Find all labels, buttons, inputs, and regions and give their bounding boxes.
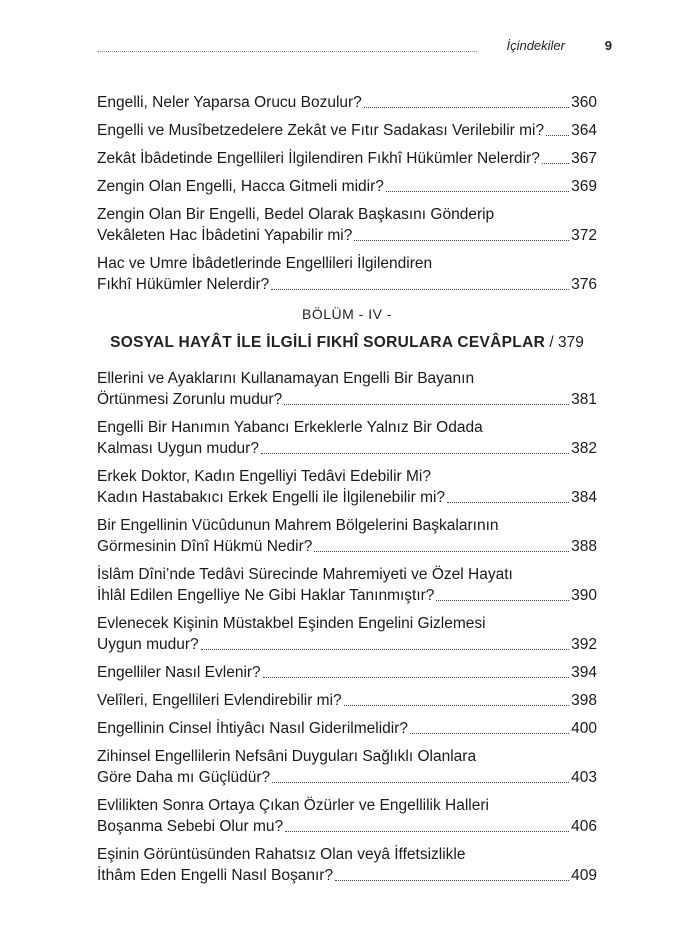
toc-entry-text: Engellinin Cinsel İhtiyâcı Nasıl Giderilmelidir? (97, 720, 408, 737)
toc-entry-text: Evlilikten Sonra Ortaya Çıkan Özürler ve Engellilik Halleri (97, 797, 489, 814)
toc-entry-last-line (97, 634, 597, 655)
toc-entry[interactable] (97, 92, 597, 113)
dot-leader (314, 551, 569, 552)
toc-page-number: 369 (571, 178, 597, 195)
toc-entry-text: Boşanma Sebebi Olur mu? (97, 818, 284, 835)
toc-entry[interactable] (97, 515, 597, 557)
toc-entry-last-line (97, 438, 597, 459)
toc-entry[interactable] (97, 466, 597, 508)
dot-leader (354, 240, 569, 241)
toc-page-number: 392 (571, 636, 597, 653)
toc-page-number: 390 (571, 587, 597, 604)
toc-entry-text: Erkek Doktor, Kadın Engelliyi Tedâvi Edebilir Mi? (97, 468, 431, 485)
toc-entry-last-line (97, 225, 597, 246)
toc-entry-text: Örtünmesi Zorunlu mudur? (97, 391, 283, 408)
toc-entry-text: Vekâleten Hac İbâdetini Yapabilir mi? (97, 227, 353, 244)
toc-entry-text: Kadın Hastabakıcı Erkek Engelli ile İlgilenebilir mi? (97, 489, 446, 506)
toc-entry-last-line (97, 585, 597, 606)
toc-entry[interactable] (97, 417, 597, 459)
dot-leader (261, 453, 569, 454)
toc-page-number: 360 (571, 94, 597, 111)
toc-entry-last-line (97, 176, 597, 197)
toc-entry-last-line (97, 274, 597, 295)
dot-leader (546, 135, 569, 136)
toc-entry-text: Zengin Olan Bir Engelli, Bedel Olarak Başkasını Gönderip (97, 206, 495, 223)
toc-entry-text: Kalması Uygun mudur? (97, 440, 259, 457)
toc-entry-last-line (97, 718, 597, 739)
toc-entry[interactable] (97, 718, 597, 739)
toc-page-number: 381 (571, 391, 597, 408)
dot-leader (447, 502, 569, 503)
toc-entry-text: Engelliler Nasıl Evlenir? (97, 664, 261, 681)
toc-list-part-a (97, 92, 597, 302)
header-dotted-rule (97, 51, 477, 52)
dot-leader (542, 163, 569, 164)
toc-entry-last-line (97, 148, 597, 169)
toc-page-number: 406 (571, 818, 597, 835)
section-title: SOSYAL HAYÂT İLE İLGİLİ FIKHÎ SORULARA CEVÂPLAR (110, 334, 546, 351)
toc-entry[interactable] (97, 795, 597, 837)
dot-leader (436, 600, 569, 601)
toc-entry-text: Zengin Olan Engelli, Hacca Gitmeli midir? (97, 178, 384, 195)
toc-page-number: 403 (571, 769, 597, 786)
toc-entry[interactable] (97, 690, 597, 711)
toc-entry[interactable] (97, 844, 597, 886)
toc-entry-last-line (97, 690, 597, 711)
toc-entry[interactable] (97, 253, 597, 295)
page-number: 9 (604, 38, 612, 53)
dot-leader (272, 782, 569, 783)
toc-entry[interactable] (97, 120, 597, 141)
toc-entry-text: İhlâl Edilen Engelliye Ne Gibi Haklar Tanınmıştır? (97, 587, 435, 604)
dot-leader (364, 107, 569, 108)
section-heading (97, 334, 597, 352)
toc-entry[interactable] (97, 613, 597, 655)
dot-leader (284, 404, 569, 405)
toc-entry[interactable] (97, 176, 597, 197)
toc-entry-last-line (97, 536, 597, 557)
toc-page-number: 364 (571, 122, 597, 139)
dot-leader (263, 677, 569, 678)
toc-page-number: 400 (571, 720, 597, 737)
toc-entry[interactable] (97, 662, 597, 683)
dot-leader (344, 705, 569, 706)
toc-list-part-b (97, 368, 597, 893)
dot-leader (271, 289, 569, 290)
toc-page-number: 372 (571, 227, 597, 244)
dot-leader (335, 880, 569, 881)
toc-entry-text: Zekât İbâdetinde Engellileri İlgilendiren Fıkhî Hükümler Nelerdir? (97, 150, 540, 167)
dot-leader (410, 733, 569, 734)
header-title: İçindekiler (506, 38, 565, 53)
toc-entry-text: Uygun mudur? (97, 636, 199, 653)
toc-page-number: 367 (571, 150, 597, 167)
toc-page-number: 388 (571, 538, 597, 555)
toc-entry-last-line (97, 767, 597, 788)
toc-entry-last-line (97, 120, 597, 141)
toc-page-number: 398 (571, 692, 597, 709)
toc-page-number: 394 (571, 664, 597, 681)
toc-entry-last-line (97, 487, 597, 508)
toc-entry-text: Bir Engellinin Vücûdunun Mahrem Bölgelerini Başkalarının (97, 517, 499, 534)
section-label: BÖLÜM - IV - (301, 306, 392, 322)
toc-entry-text: İthâm Eden Engelli Nasıl Boşanır? (97, 867, 334, 884)
toc-entry-text: Ellerini ve Ayaklarını Kullanamayan Engelli Bir Bayanın (97, 370, 475, 387)
toc-entry-text: Engelli ve Musîbetzedelere Zekât ve Fıtır Sadakası Verilebilir mi? (97, 122, 545, 139)
running-header (97, 36, 612, 56)
toc-entry-text: Engelli, Neler Yaparsa Orucu Bozulur? (97, 94, 362, 111)
toc-page-number: 409 (571, 867, 597, 884)
toc-page-number: 376 (571, 276, 597, 293)
toc-entry[interactable] (97, 368, 597, 410)
toc-entry-text: Hac ve Umre İbâdetlerinde Engellileri İlgilendiren (97, 255, 433, 272)
toc-entry[interactable] (97, 204, 597, 246)
toc-entry-text: Eşinin Görüntüsünden Rahatsız Olan veyâ İffetsizlikle (97, 846, 466, 863)
toc-entry-last-line (97, 816, 597, 837)
dot-leader (285, 831, 569, 832)
toc-entry-text: Evlenecek Kişinin Müstakbel Eşinden Engelini Gizlemesi (97, 615, 486, 632)
toc-entry-last-line (97, 662, 597, 683)
dot-leader (386, 191, 569, 192)
toc-entry-text: Fıkhî Hükümler Nelerdir? (97, 276, 270, 293)
toc-page-number: 384 (571, 489, 597, 506)
toc-entry[interactable] (97, 746, 597, 788)
section-page: / 379 (549, 334, 584, 351)
toc-entry-text: İslâm Dîni’nde Tedâvi Sürecinde Mahremiyeti ve Özel Hayatı (97, 566, 513, 583)
toc-entry-last-line (97, 865, 597, 886)
toc-entry-text: Velîleri, Engellileri Evlendirebilir mi? (97, 692, 342, 709)
toc-entry[interactable] (97, 564, 597, 606)
toc-entry-text: Görmesinin Dînî Hükmü Nedir? (97, 538, 313, 555)
toc-entry-last-line (97, 389, 597, 410)
toc-entry[interactable] (97, 148, 597, 169)
dot-leader (201, 649, 569, 650)
toc-entry-text: Engelli Bir Hanımın Yabancı Erkeklerle Yalnız Bir Odada (97, 419, 483, 436)
toc-entry-text: Zihinsel Engellilerin Nefsâni Duyguları Sağlıklı Olanlara (97, 748, 477, 765)
toc-entry-last-line (97, 92, 597, 113)
toc-page-number: 382 (571, 440, 597, 457)
toc-entry-text: Göre Daha mı Güçlüdür? (97, 769, 271, 786)
